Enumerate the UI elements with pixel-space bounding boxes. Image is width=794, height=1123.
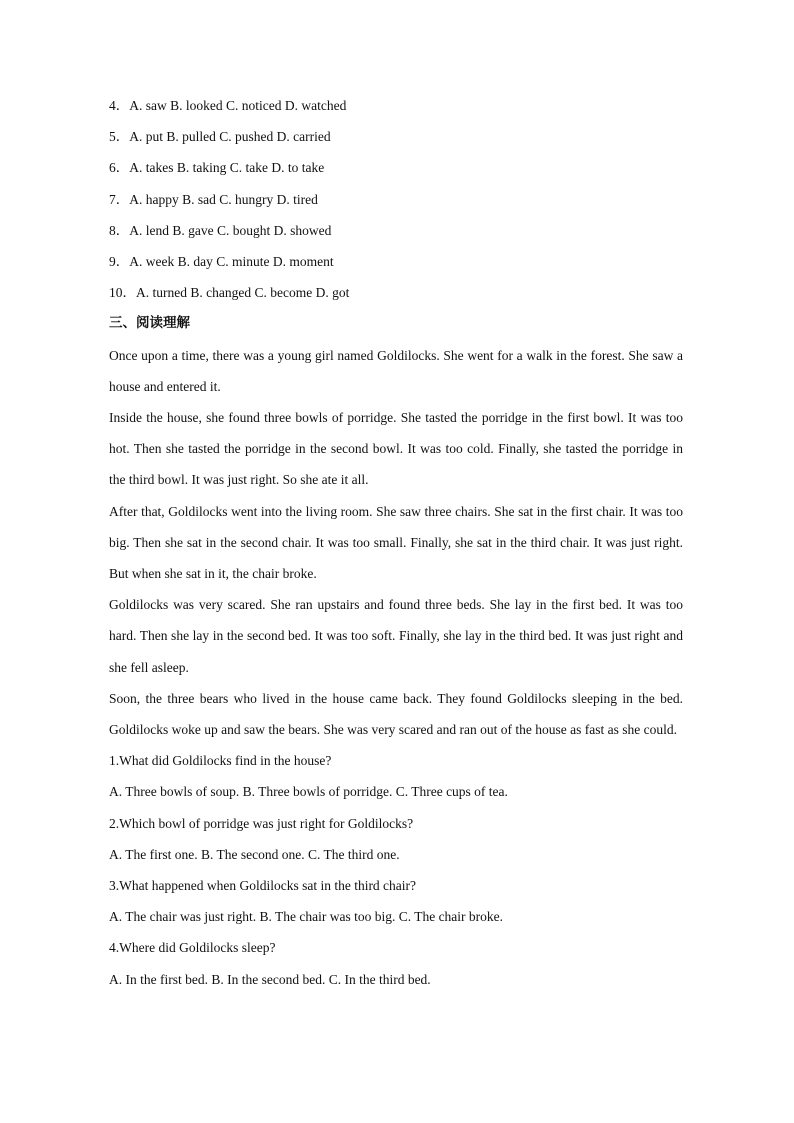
question-2-options: A. The first one. B. The second one. C. The third one.	[109, 846, 400, 862]
passage-paragraph-2: Inside the house, she found three bowls of porridge. She tasted the porridge in the first bowl. It was too hot. Then she tasted the porridge in the second bowl. It was too cold. Finally, she tasted the porridge in the third bowl. It was just right. So she ate it all.	[109, 410, 683, 488]
passage-paragraph-5: Soon, the three bears who lived in the house came back. They found Goldilocks sleeping in the bed. Goldilocks woke up and saw the bears. She was very scared and ran out of the house as fast as she could.	[109, 690, 683, 738]
question-4-options: A. In the first bed. B. In the second bed. C. In the third bed.	[109, 971, 431, 987]
cloze-option-6: 6．A. takes B. taking C. take D. to take	[109, 160, 325, 176]
cloze-option-10: 10．A. turned B. changed C. become D. got	[109, 285, 350, 301]
cloze-option-4: 4．A. saw B. looked C. noticed D. watched	[109, 98, 347, 113]
question-4: 4.Where did Goldilocks sleep?	[109, 940, 276, 956]
question-1-options: A. Three bowls of soup. B. Three bowls of porridge. C. Three cups of tea.	[109, 784, 508, 800]
passage-paragraph-4: Goldilocks was very scared. She ran upstairs and found three beds. She lay in the first bed. It was too hard. Then she lay in the second bed. It was too soft. Finally, she lay in the third bed. It was just right and she fell asleep.	[109, 597, 683, 675]
document-page	[109, 90, 683, 995]
cloze-option-8: 8．A. lend B. gave C. bought D. showed	[109, 222, 332, 238]
cloze-option-5: 5．A. put B. pulled C. pushed D. carried	[109, 129, 331, 145]
question-2: 2.Which bowl of porridge was just right for Goldilocks?	[109, 815, 414, 831]
reading-passage	[109, 340, 683, 746]
question-1: 1.What did Goldilocks find in the house?	[109, 753, 332, 769]
cloze-options-list	[109, 90, 683, 308]
cloze-option-7: 7．A. happy B. sad C. hungry D. tired	[109, 191, 318, 207]
passage-paragraph-3: After that, Goldilocks went into the living room. She saw three chairs. She sat in the first chair. It was too big. Then she sat in the second chair. It was too small. Finally, she sat in the third chair. It was just right. But when she sat in it, the chair broke.	[109, 503, 683, 582]
section-heading: 三、阅读理解	[109, 315, 190, 332]
cloze-option-9: 9．A. week B. day C. minute D. moment	[109, 254, 334, 270]
question-3: 3.What happened when Goldilocks sat in the third chair?	[109, 878, 417, 894]
question-3-options: A. The chair was just right. B. The chair was too big. C. The chair broke.	[109, 909, 504, 925]
questions-list	[109, 745, 683, 995]
passage-paragraph-1: Once upon a time, there was a young girl named Goldilocks. She went for a walk in the forest. She saw a house and entered it.	[109, 347, 683, 394]
